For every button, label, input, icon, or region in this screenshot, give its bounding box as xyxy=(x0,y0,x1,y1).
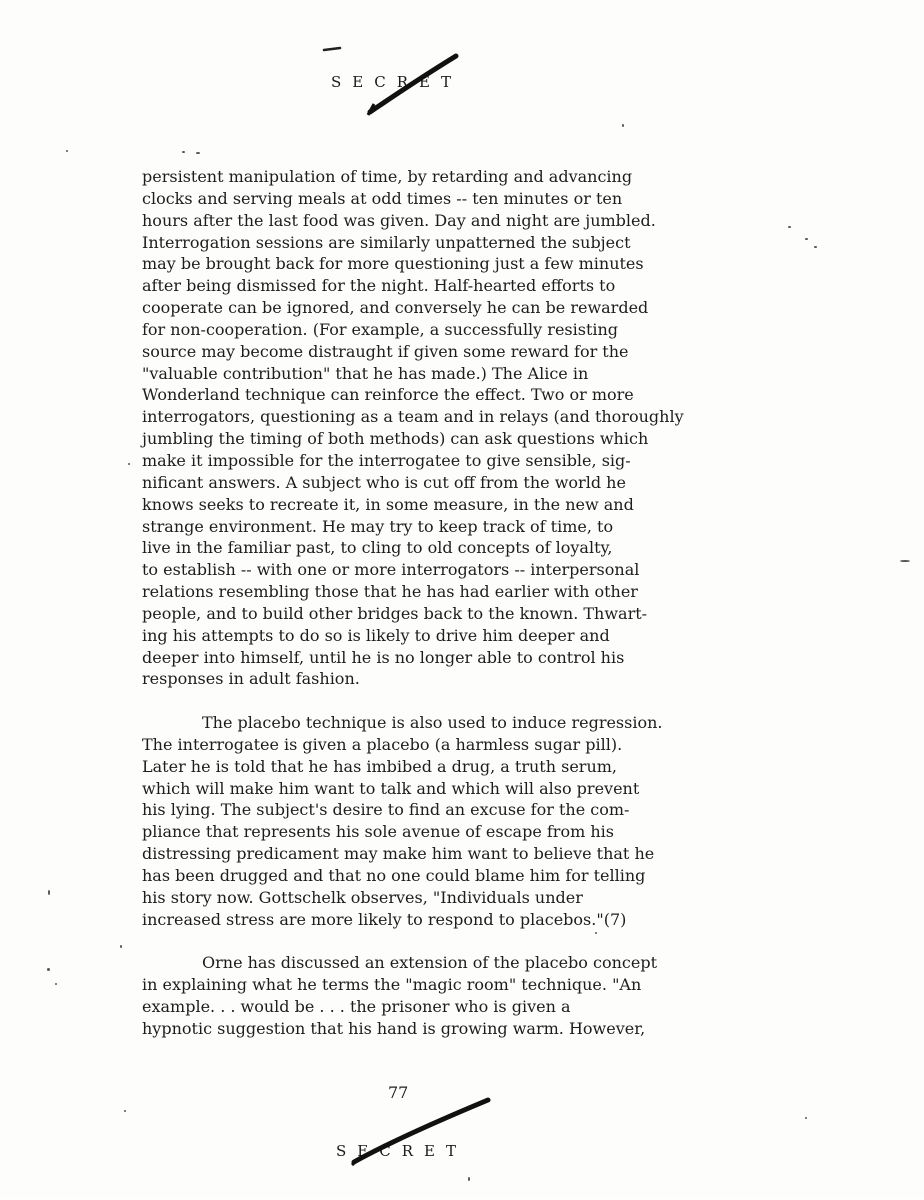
text-line: distressing predicament may make him want to believe that he xyxy=(142,844,655,864)
paragraph-gap xyxy=(142,690,802,712)
text-line: Later he is told that he has imbibed a drug, a truth serum, xyxy=(142,756,618,776)
text-line: pliance that represents his sole avenue of escape from his xyxy=(142,822,614,842)
text-line: his story now. Gottschelk observes, "Individuals under xyxy=(142,887,583,907)
scan-speck xyxy=(468,1177,470,1181)
paragraph-1 xyxy=(142,166,802,690)
text-line: cooperate can be ignored, and conversely he can be rewarded xyxy=(142,298,649,318)
scan-speck xyxy=(814,246,817,248)
text-line: may be brought back for more questioning just a few minutes xyxy=(142,254,644,274)
scan-speck xyxy=(128,463,130,465)
scan-speck xyxy=(124,1110,126,1112)
text-line: jumbling the timing of both methods) can ask questions which xyxy=(142,429,649,449)
text-line: hours after the last food was given. Day and night are jumbled. xyxy=(142,210,656,230)
text-line: interrogators, questioning as a team and in relays (and thoroughly xyxy=(142,407,684,427)
scan-speck xyxy=(900,560,910,562)
text-line: has been drugged and that no one could blame him for telling xyxy=(142,866,646,885)
document-body xyxy=(142,166,802,1040)
text-line: "valuable contribution" that he has made.) The Alice in xyxy=(142,363,589,383)
page-number: 77 xyxy=(388,1083,409,1102)
text-line: people, and to build other bridges back to the known. Thwart- xyxy=(142,603,648,623)
text-line: The interrogatee is given a placebo (a harmless sugar pill). xyxy=(142,734,623,754)
paragraph-gap xyxy=(142,931,802,953)
text-line: his lying. The subject's desire to find an excuse for the com- xyxy=(142,800,630,820)
text-line: deeper into himself, until he is no longer able to control his xyxy=(142,647,625,667)
scan-speck xyxy=(196,152,200,154)
text-line: clocks and serving meals at odd times -- ten minutes or ten xyxy=(142,188,623,208)
paragraph-2 xyxy=(142,712,802,930)
text-line: to establish -- with one or more interrogators -- interpersonal xyxy=(142,560,640,580)
scan-speck xyxy=(622,124,624,127)
text-line: live in the familiar past, to cling to old concepts of loyalty, xyxy=(142,538,613,558)
scan-speck xyxy=(47,968,50,971)
redaction-slash-top xyxy=(0,0,924,140)
text-line: persistent manipulation of time, by retarding and advancing xyxy=(142,167,633,186)
text-line: responses in adult fashion. xyxy=(142,669,360,689)
scan-speck xyxy=(595,932,597,934)
scan-speck xyxy=(66,150,68,152)
text-line: increased stress are more likely to respond to placebos."(7) xyxy=(142,909,627,929)
text-line: hypnotic suggestion that his hand is growing warm. However, xyxy=(142,1018,646,1038)
classification-marking-top: SECRET xyxy=(331,73,462,91)
text-line: make it impossible for the interrogatee to give sensible, sig- xyxy=(142,450,631,470)
text-line: after being dismissed for the night. Half-hearted efforts to xyxy=(142,276,616,296)
redaction-slash-bottom xyxy=(0,1080,924,1200)
text-line: knows seeks to recreate it, in some measure, in the new and xyxy=(142,494,634,514)
text-line: Orne has discussed an extension of the placebo concept xyxy=(202,953,658,973)
text-line: nificant answers. A subject who is cut off from the world he xyxy=(142,472,626,492)
scan-speck xyxy=(805,238,808,240)
text-line: source may become distraught if given some reward for the xyxy=(142,341,629,361)
scan-speck xyxy=(48,890,50,895)
scan-speck xyxy=(182,151,185,153)
scan-speck xyxy=(788,226,791,228)
scan-speck xyxy=(55,983,57,985)
text-line: Wonderland technique can reinforce the effect. Two or more xyxy=(142,385,634,405)
text-line: which will make him want to talk and which will also prevent xyxy=(142,778,640,798)
text-line: Interrogation sessions are similarly unpatterned the subject xyxy=(142,232,631,252)
text-line: ing his attempts to do so is likely to drive him deeper and xyxy=(142,625,610,645)
text-line: for non-cooperation. (For example, a successfully resisting xyxy=(142,319,619,339)
text-line: example. . . would be . . . the prisoner who is given a xyxy=(142,997,571,1017)
text-line: relations resembling those that he has had earlier with other xyxy=(142,582,638,602)
classification-marking-bottom: SECRET xyxy=(336,1142,467,1160)
scan-speck xyxy=(120,945,122,948)
scan-speck xyxy=(805,1117,807,1119)
text-line: The placebo technique is also used to induce regression. xyxy=(202,713,663,733)
text-line: in explaining what he terms the "magic room" technique. "An xyxy=(142,975,642,995)
paragraph-3 xyxy=(142,952,802,1039)
text-line: strange environment. He may try to keep track of time, to xyxy=(142,516,614,536)
